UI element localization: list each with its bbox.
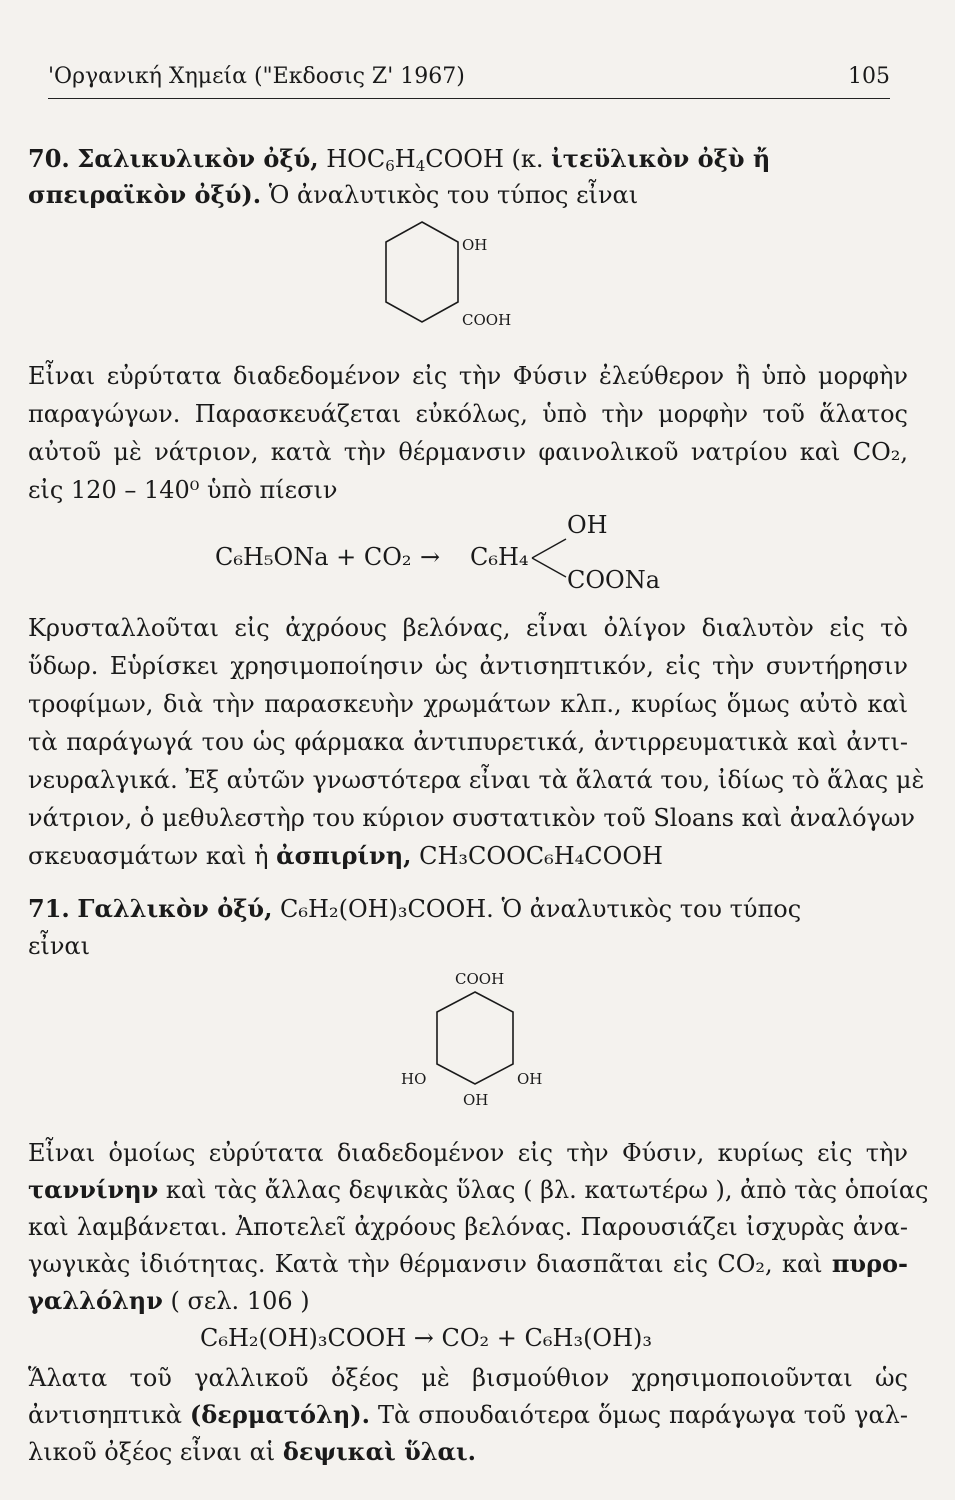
running-title: 'Οργανική Χημεία ("Εκδοσις Ζ' 1967) xyxy=(48,64,465,89)
ho-label: HO xyxy=(401,1070,427,1088)
text-part: καὶ τὰς ἄλλας δεψικὰς ὕλας ( βλ. κατωτέρω ), ἀπὸ τὰς ὁποίας xyxy=(158,1176,929,1204)
text-line xyxy=(28,1285,908,1317)
reaction-arrow: → xyxy=(420,543,441,571)
page-reference: ( σελ. 106 ) xyxy=(162,1287,310,1315)
oh-right-label: OH xyxy=(517,1070,543,1088)
section-number: 70. xyxy=(28,144,70,173)
formula-part: HOC xyxy=(326,145,386,173)
gallic-acid-structure xyxy=(385,960,565,1120)
text-line: Κρυσταλλοῦται εἰς ἀχρόους βελόνας, εἶναι ὀλίγον διαλυτὸν εἰς τὸ xyxy=(28,614,908,642)
alt-name-bold: σπειραϊκὸν ὀξύ). xyxy=(28,180,262,209)
tannin-term: ταννίνην xyxy=(28,1175,159,1204)
oh-label: OH xyxy=(462,236,488,254)
text-line: παραγώγων. Παρασκευάζεται εὐκόλως, ὑπὸ τὴν μορφὴν τοῦ ἅλατος xyxy=(28,400,908,428)
text-part: γωγικὰς ἰδιότητας. Κατὰ τὴν θέρμανσιν διασπᾶται εἰς CO₂, καὶ xyxy=(28,1250,832,1278)
heading-text: Ὁ ἀναλυτικὸς του τύπος εἶναι xyxy=(261,181,639,209)
text-part: λικοῦ ὀξέος εἶναι αἱ xyxy=(28,1438,283,1466)
formula-part: COOH xyxy=(425,145,504,173)
page-header xyxy=(48,62,890,99)
text-line: Εἶναι ὁμοίως εὐρύτατα διαδεδομένον εἰς τὴν Φύσιν, κυρίως εἰς τὴν xyxy=(28,1139,908,1167)
text-line: τροφίμων, διὰ τὴν παρασκευὴν χρωμάτων κλπ., κυρίως ὅμως αὐτὸ καὶ xyxy=(28,690,908,718)
alt-open: (κ. xyxy=(503,145,552,173)
compound-name: Σαλικυλικὸν ὀξύ, xyxy=(77,144,319,173)
section-70-heading xyxy=(28,143,908,175)
text-line: καὶ λαμβάνεται. Ἀποτελεῖ ἀχρόους βελόνας. Παρουσιάζει ἰσχυρὰς ἀνα- xyxy=(28,1213,908,1241)
text-line: ὕδωρ. Εὑρίσκει χρησιμοποίησιν ὡς ἀντισηπτικόν, εἰς τὴν συντήρησιν xyxy=(28,652,908,680)
salicylic-acid-structure xyxy=(370,212,530,352)
section-number: 71. xyxy=(28,894,70,923)
aspirin-formula: CH₃COOC₆H₄COOH xyxy=(411,842,663,870)
tanning-materials-term: δεψικαὶ ὕλαι. xyxy=(282,1437,476,1466)
section-70-heading-line2 xyxy=(28,179,908,211)
text-part: ἀντισηπτικὰ xyxy=(28,1401,190,1429)
text-line: τὰ παράγωγά του ὡς φάρμακα ἀντιπυρετικά, ἀντιρρευματικὰ καὶ ἀντι- xyxy=(28,728,908,756)
cooh-label: COOH xyxy=(462,311,512,329)
text-part: σκευασμάτων καὶ ἡ xyxy=(28,842,277,870)
compound-name: Γαλλικὸν ὀξύ, xyxy=(77,894,273,923)
pyrogallol-term-end: γαλλόλην xyxy=(28,1286,163,1315)
text-line: εἰς 120 – 140⁰ ὑπὸ πίεσιν xyxy=(28,476,338,504)
product-oh: OH xyxy=(567,511,608,539)
section-71-heading-line2: εἶναι xyxy=(28,932,91,960)
page-number: 105 xyxy=(848,64,890,89)
cooh-label: COOH xyxy=(455,970,505,988)
text-line-aspirin xyxy=(28,840,908,872)
formula: C₆H₂(OH)₃COOH. xyxy=(272,895,494,923)
text-line: Ἅλατα τοῦ γαλλικοῦ ὀξέος μὲ βισμούθιον χρησιμοποιοῦνται ὡς xyxy=(28,1364,908,1392)
pyrogallol-term-start: πυρο- xyxy=(831,1249,908,1278)
formula-sub: 6 xyxy=(385,157,395,175)
product-coona: COONa xyxy=(567,566,661,594)
text-line xyxy=(28,1436,908,1468)
reaction-gallic-decomposition: C₆H₂(OH)₃COOH → CO₂ + C₆H₃(OH)₃ xyxy=(200,1324,653,1352)
text-line: Εἶναι εὐρύτατα διαδεδομένον εἰς τὴν Φύσιν ἐλεύθερον ἢ ὑπὸ μορφὴν xyxy=(28,362,908,390)
product-branch-lines xyxy=(528,533,570,583)
alt-names: ἰτεϋλικὸν ὀξὺ ἤ xyxy=(551,144,771,173)
text-line: αὐτοῦ μὲ νάτριον, κατὰ τὴν θέρμανσιν φαινολικοῦ νατρίου καὶ CO₂, xyxy=(28,438,908,466)
text-line xyxy=(28,1399,908,1431)
text-part: Τὰ σπουδαιότερα ὅμως παράγωγα τοῦ γαλ- xyxy=(370,1401,908,1429)
text-line xyxy=(28,1174,929,1206)
text-line: νευραλγικά. Ἐξ αὐτῶν γνωστότερα εἶναι τὰ ἅλατά του, ἰδίως τὸ ἅλας μὲ xyxy=(28,766,925,794)
text-line xyxy=(28,1248,908,1280)
reaction-product: C₆H₄ xyxy=(470,543,529,571)
aspirin-term: ἀσπιρίνη, xyxy=(276,841,412,870)
formula-sub: 4 xyxy=(415,157,426,175)
text-line: νάτριον, ὁ μεθυλεστὴρ του κύριον συστατικὸν τοῦ Sloans καὶ ἀναλόγων xyxy=(28,804,916,832)
heading-text: Ὁ ἀναλυτικὸς του τύπος xyxy=(493,895,802,923)
dermatol-term: (δερματόλη). xyxy=(189,1400,371,1429)
formula-part: H xyxy=(394,145,416,173)
oh-bottom-label: OH xyxy=(463,1091,489,1109)
section-71-heading xyxy=(28,893,908,925)
reaction-reactants: C₆H₅ONa + CO₂ xyxy=(215,543,412,571)
